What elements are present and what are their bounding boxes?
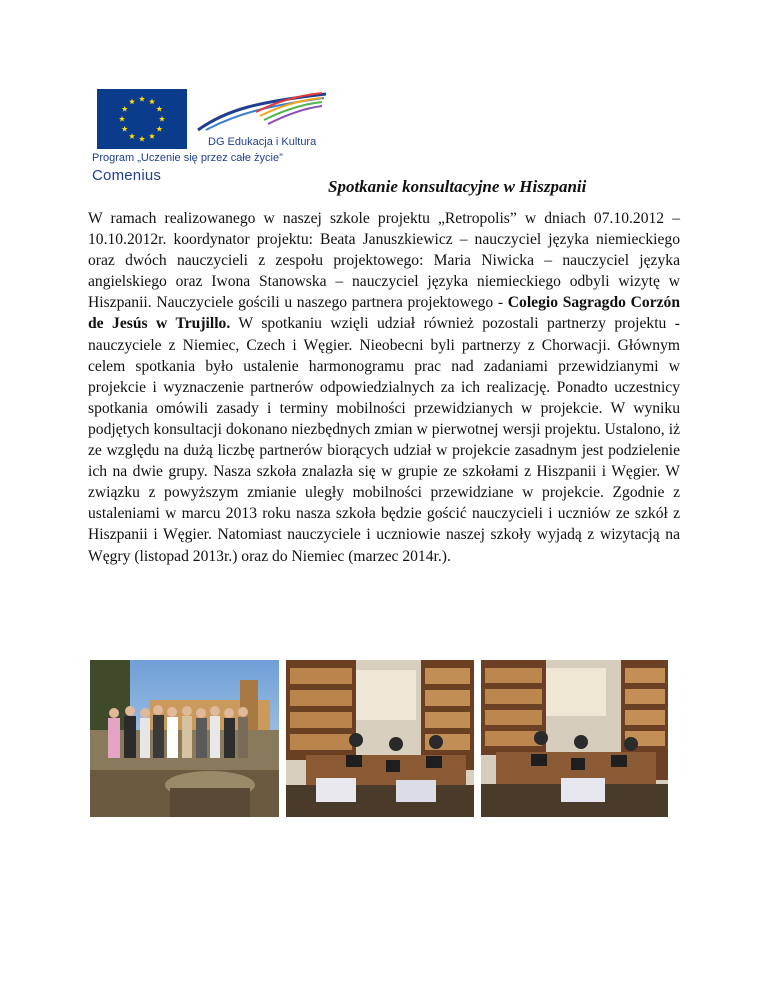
swoosh-graphic xyxy=(196,90,328,134)
meeting-photo-1 xyxy=(286,660,474,817)
dg-label: DG Edukacja i Kultura xyxy=(208,136,317,148)
group-photo-image xyxy=(90,660,279,817)
lifelong-learning-swoosh-icon xyxy=(196,90,328,134)
partner-school-name: Colegio Sagragdo Corzón de Jesús w Trujillo. xyxy=(88,294,681,333)
comenius-label: Comenius xyxy=(92,167,162,184)
program-label: Program „Uczenie się przez całe życie” xyxy=(92,152,283,164)
article-body xyxy=(88,208,680,567)
eu-flag-graphic xyxy=(97,89,187,149)
group-photo xyxy=(90,660,279,817)
article-text-part2: W spotkaniu wzięli udział również pozostali partnerzy projektu - nauczyciele z Niemiec, Czech i Węgier. Nieobecni byli partnerzy z Chorwacji. Głównym celem spotkania było ustalenie harmonogramu prac nad zadaniami przewidzianymi w projekcie i wyznaczenie partnerów odpowiedzialnych za ich realizację. Ponadto uczestnicy spotkania omówili zasady i terminy mobilności przewidzianych w projekcie. W wyniku podjętych konsultacji dokonano niezbędnych zmian w pierwotnej wersji projektu. Ustalono, iż ze względu na dużą liczbę partnerów biorących udział w projekcie zasadnym jest podzielenie ich na dwie grupy. Nasza szkoła znalazła się w grupie ze szkołami z Hiszpanii i Węgier. W związku z powyższym zmianie uległy mobilności przewidziane w projekcie. Zgodnie z ustaleniami w marcu 2013 roku nasza szkoła będzie gościć nauczycieli i uczniów ze szkół z Hiszpanii i Węgier. Natomiast nauczyciele i uczniowie naszej szkoły wyjadą z wizytacją na Węgry (listopad 2013r.) oraz do Niemiec (marzec 2014r.). xyxy=(88,315,680,565)
program-logo xyxy=(92,86,352,196)
eu-flag-icon xyxy=(97,89,187,149)
meeting-photo-2 xyxy=(481,660,668,817)
page-title: Spotkanie konsultacyjne w Hiszpanii xyxy=(328,177,587,196)
article-text-part1: W ramach realizowanego w naszej szkole projektu „Retropolis” w dniach 07.10.2012 – 10.10.2012r. koordynator projektu: Beata Januszkiewicz – nauczyciel języka niemieckiego oraz dwóch nauczycieli z zespołu projektowego: Maria Niwicka – nauczyciel języka angielskiego oraz Iwona Stanowska – nauczyciel języka niemieckiego odbyli wizytę w Hiszpanii. Nauczyciele gościli u naszego partnera projektowego - xyxy=(88,210,680,312)
meeting-photo-2-image xyxy=(481,660,668,817)
meeting-photo-1-image xyxy=(286,660,474,817)
